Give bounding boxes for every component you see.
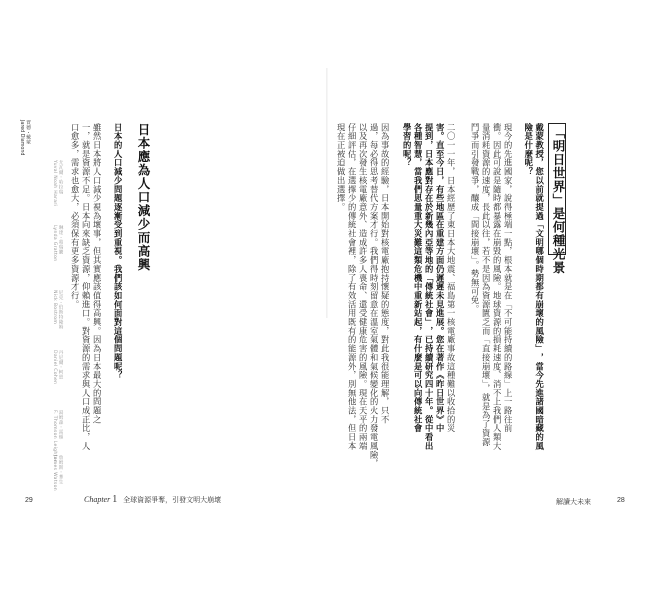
right-subhead: 學習的呢？ [402,123,413,168]
right-body3-col5: 現在正被迫做出選擇。 [336,123,347,212]
left-heading: 日本應為人口減少而高興 [136,123,151,272]
gray-note-8: Daniel Cohen [52,350,57,385]
author-tab-name: 賈德・戴蒙 [25,120,30,144]
left-page-number: 29 [25,497,33,504]
gray-note-4: Lynda Gratton [52,225,57,262]
right-heading: 「明日世界」是何種光景 [551,126,566,275]
right-body1-col2: 衝。因此可說是隨時都暴露在崩毀的風險。地球資源的損耗速度、消不上我們人類大 [492,123,503,451]
gray-note-10: F. Thomson Leighton [52,410,57,464]
author-tab-en [18,120,24,155]
right-body1-col1: 現今的先進國家，說得極端一點，根本就是在「不可能持續的路線」上一路往前 [503,123,514,433]
chapter-number: 1 [112,494,118,505]
gray-note-12: James Watson [52,455,57,491]
chapter-title: 全球資源爭奪，引發文明大崩壞 [123,497,222,504]
author-tab [24,120,30,144]
right-body2-col2: 害。直至今日，有些地區在重建方面仍遲遲未見進展。您在著作《昨日世界》中 [435,123,446,433]
page-gutter [326,68,328,318]
right-question: 戴蒙教授，您以前就提過「文明哪個時期都有崩壞的風險」，當今先進諸國暗藏的風險是什麼呢？ [523,123,545,451]
left-body-col1: 雖然日本將人口減少視為壞事，但其實應該值得高興。因為日本最大的問題之 [92,123,103,424]
gray-note-3: 琳達・葛瑞騰 [58,225,63,255]
gray-note-1: 尤瓦爾・哈拉瑞 [58,160,63,195]
author-tab-name-en: Jared Diamond [19,120,24,156]
right-body2-col1: 二〇一一年，日本經歷了東日本大地震、福島第一核電廠事故這種難以收拾的災 [446,123,457,433]
right-body3-col3: 以及再次發生核電廠意外、造成許多人喪命、還受健康危害的風險。現在天平的兩端 [358,123,369,451]
right-body1-col3: 量消耗資源的速度，長此以往，若不是因為資源匱乏而「直接崩壞」，就是為了資源 [481,123,492,447]
chapter-label: Chapter [84,495,111,504]
right-body3-col1: 因為事故的經驗，日本開始對核電廠抱持懷疑的態度，對此我很能理解，只不 [380,123,391,424]
chapter-footer [84,494,221,505]
gray-note-7: 丹尼爾・柯恩 [58,350,63,380]
gray-note-9: 湯姆森・雷頓 [58,410,63,440]
right-body2-col4: 各種智慧，當我們思量重大災難這類危機中重新站起，有什麼是可以向傳統社會 [413,123,424,433]
left-body-col3: 口愈多，需求也愈大，必須保有更多資源才行。 [70,123,81,309]
running-header: 解讀大未來 [556,499,591,506]
right-body1-col4: 鬥爭而引發戰爭，釀成「間接崩壞」。勢無可免。 [470,123,481,314]
right-body3-col2: 過，每必得思考替代方案才行。我們得時刻留意在溫室氣體和氣候變化的火力發電風險， [369,123,380,469]
gray-note-6: Nick Bostrom [52,290,57,325]
left-body-col2: 一，就是資源不足。日本向來缺乏資源，仰賴進口。對資源的需求與人口成正比，人 [81,123,92,451]
right-page-number: 28 [617,497,625,504]
right-body2-col3: 提到，日本應對存在於新幾內亞等地的「傳統社會」，已持續研究四十年。從中看出 [424,123,435,451]
gray-note-11: 詹姆斯・華生 [58,455,63,485]
left-question: 日本的人口減少問題逐漸受到重視。我們該如何面對這個問題呢？ [113,123,124,380]
gray-note-2: Yuval Noah Harari [52,160,57,207]
gray-note-5: 尼克・伯斯特隆姆 [58,290,63,330]
right-body3-col4: 仔細評估，在選擇少的傳統社會裡，除了有效活用既有的能源外，別無他法，但日本 [347,123,358,451]
